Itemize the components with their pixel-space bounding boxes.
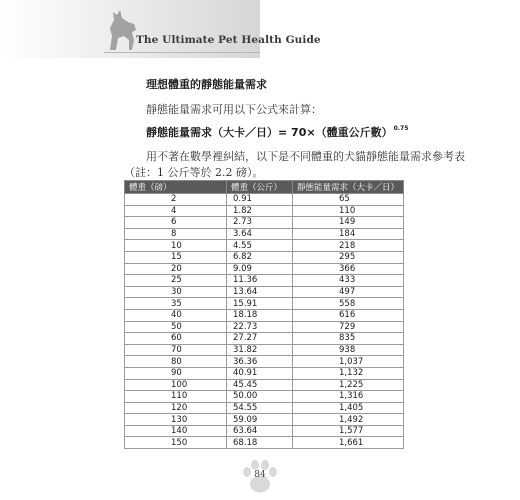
table-row — [125, 344, 404, 356]
cell-weight-lb: 120 — [125, 402, 227, 414]
table-row — [125, 333, 404, 345]
table-row — [125, 275, 404, 287]
cell-rer: 295 — [293, 251, 404, 263]
cell-rer: 558 — [293, 298, 404, 310]
cell-weight-lb: 6 — [125, 217, 227, 229]
cell-weight-lb: 10 — [125, 240, 227, 252]
formula — [146, 124, 408, 140]
cell-weight-lb: 35 — [125, 298, 227, 310]
table-row — [125, 379, 404, 391]
page-footer — [238, 458, 282, 498]
table-row — [125, 240, 404, 252]
intro-paragraph: 靜態能量需求可用以下公式來計算： — [146, 103, 322, 116]
cell-weight-kg: 11.36 — [227, 275, 293, 287]
section-title: 理想體重的靜態能量需求 — [146, 78, 267, 91]
cell-weight-lb: 140 — [125, 425, 227, 437]
page-number: 84 — [254, 470, 266, 480]
column-header-weight-kg: 體重（公斤） — [227, 181, 293, 194]
table-row — [125, 228, 404, 240]
cell-weight-lb: 80 — [125, 356, 227, 368]
cell-weight-kg: 27.27 — [227, 333, 293, 345]
header-divider — [104, 52, 260, 53]
table-row — [125, 391, 404, 403]
note-paragraph — [124, 149, 465, 181]
cell-rer: 1,661 — [293, 437, 404, 449]
cell-weight-kg: 6.82 — [227, 251, 293, 263]
cell-weight-kg: 1.82 — [227, 205, 293, 217]
note-line-1: 用不著在數學裡糾結，以下是不同體重的犬貓靜態能量需求參考表 — [146, 150, 465, 163]
cell-rer: 218 — [293, 240, 404, 252]
cell-weight-kg: 59.09 — [227, 414, 293, 426]
table-row — [125, 194, 404, 206]
table-row — [125, 437, 404, 449]
table-row — [125, 425, 404, 437]
cell-weight-lb: 8 — [125, 228, 227, 240]
cell-rer: 366 — [293, 263, 404, 275]
cell-weight-lb: 4 — [125, 205, 227, 217]
cell-rer: 938 — [293, 344, 404, 356]
cell-rer: 835 — [293, 333, 404, 345]
cell-weight-kg: 0.91 — [227, 194, 293, 206]
cell-weight-kg: 31.82 — [227, 344, 293, 356]
cell-weight-kg: 15.91 — [227, 298, 293, 310]
cell-weight-kg: 40.91 — [227, 367, 293, 379]
cell-weight-lb: 40 — [125, 309, 227, 321]
table-row — [125, 402, 404, 414]
cell-weight-kg: 63.64 — [227, 425, 293, 437]
cell-rer: 1,577 — [293, 425, 404, 437]
formula-exponent: 0.75 — [393, 125, 409, 132]
cell-weight-kg: 3.64 — [227, 228, 293, 240]
cell-weight-lb: 100 — [125, 379, 227, 391]
cell-rer: 616 — [293, 309, 404, 321]
cell-rer: 433 — [293, 275, 404, 287]
table-header-row — [125, 181, 404, 194]
cell-weight-kg: 4.55 — [227, 240, 293, 252]
cell-weight-kg: 18.18 — [227, 309, 293, 321]
cell-rer: 184 — [293, 228, 404, 240]
table-row — [125, 298, 404, 310]
table-row — [125, 286, 404, 298]
cell-rer: 1,132 — [293, 367, 404, 379]
cell-weight-lb: 20 — [125, 263, 227, 275]
cell-weight-lb: 130 — [125, 414, 227, 426]
cell-weight-lb: 15 — [125, 251, 227, 263]
table-row — [125, 356, 404, 368]
book-title: The Ultimate Pet Health Guide — [136, 34, 321, 46]
cell-weight-lb: 70 — [125, 344, 227, 356]
cell-weight-kg: 2.73 — [227, 217, 293, 229]
cell-weight-lb: 30 — [125, 286, 227, 298]
table-body — [125, 194, 404, 449]
column-header-weight-lb: 體重（磅） — [125, 181, 227, 194]
cell-weight-lb: 150 — [125, 437, 227, 449]
table-row — [125, 414, 404, 426]
page-header — [0, 0, 520, 60]
cell-rer: 110 — [293, 205, 404, 217]
cell-weight-lb: 2 — [125, 194, 227, 206]
table-row — [125, 263, 404, 275]
cell-rer: 1,225 — [293, 379, 404, 391]
cell-rer: 65 — [293, 194, 404, 206]
cell-weight-kg: 13.64 — [227, 286, 293, 298]
table-row — [125, 309, 404, 321]
column-header-rer: 靜態能量需求（大卡／日） — [293, 181, 404, 194]
cell-weight-lb: 90 — [125, 367, 227, 379]
table-row — [125, 251, 404, 263]
cell-rer: 149 — [293, 217, 404, 229]
note-line-2: （註：1 公斤等於 2.2 磅）。 — [124, 166, 264, 179]
cell-rer: 497 — [293, 286, 404, 298]
cell-rer: 1,316 — [293, 391, 404, 403]
table-row — [125, 217, 404, 229]
cell-weight-lb: 60 — [125, 333, 227, 345]
dog-silhouette-icon — [104, 6, 140, 52]
cell-weight-lb: 110 — [125, 391, 227, 403]
cell-weight-lb: 50 — [125, 321, 227, 333]
cell-rer: 1,492 — [293, 414, 404, 426]
cell-weight-kg: 9.09 — [227, 263, 293, 275]
cell-weight-kg: 22.73 — [227, 321, 293, 333]
formula-text: 靜態能量需求（大卡／日）= 70×（體重公斤數） — [146, 126, 393, 139]
cell-weight-kg: 54.55 — [227, 402, 293, 414]
table-row — [125, 321, 404, 333]
cell-weight-kg: 68.18 — [227, 437, 293, 449]
table-row — [125, 205, 404, 217]
cell-rer: 1,037 — [293, 356, 404, 368]
energy-requirement-table — [124, 180, 404, 449]
cell-weight-lb: 25 — [125, 275, 227, 287]
cell-rer: 729 — [293, 321, 404, 333]
cell-weight-kg: 36.36 — [227, 356, 293, 368]
cell-weight-kg: 45.45 — [227, 379, 293, 391]
cell-rer: 1,405 — [293, 402, 404, 414]
table-row — [125, 367, 404, 379]
cell-weight-kg: 50.00 — [227, 391, 293, 403]
